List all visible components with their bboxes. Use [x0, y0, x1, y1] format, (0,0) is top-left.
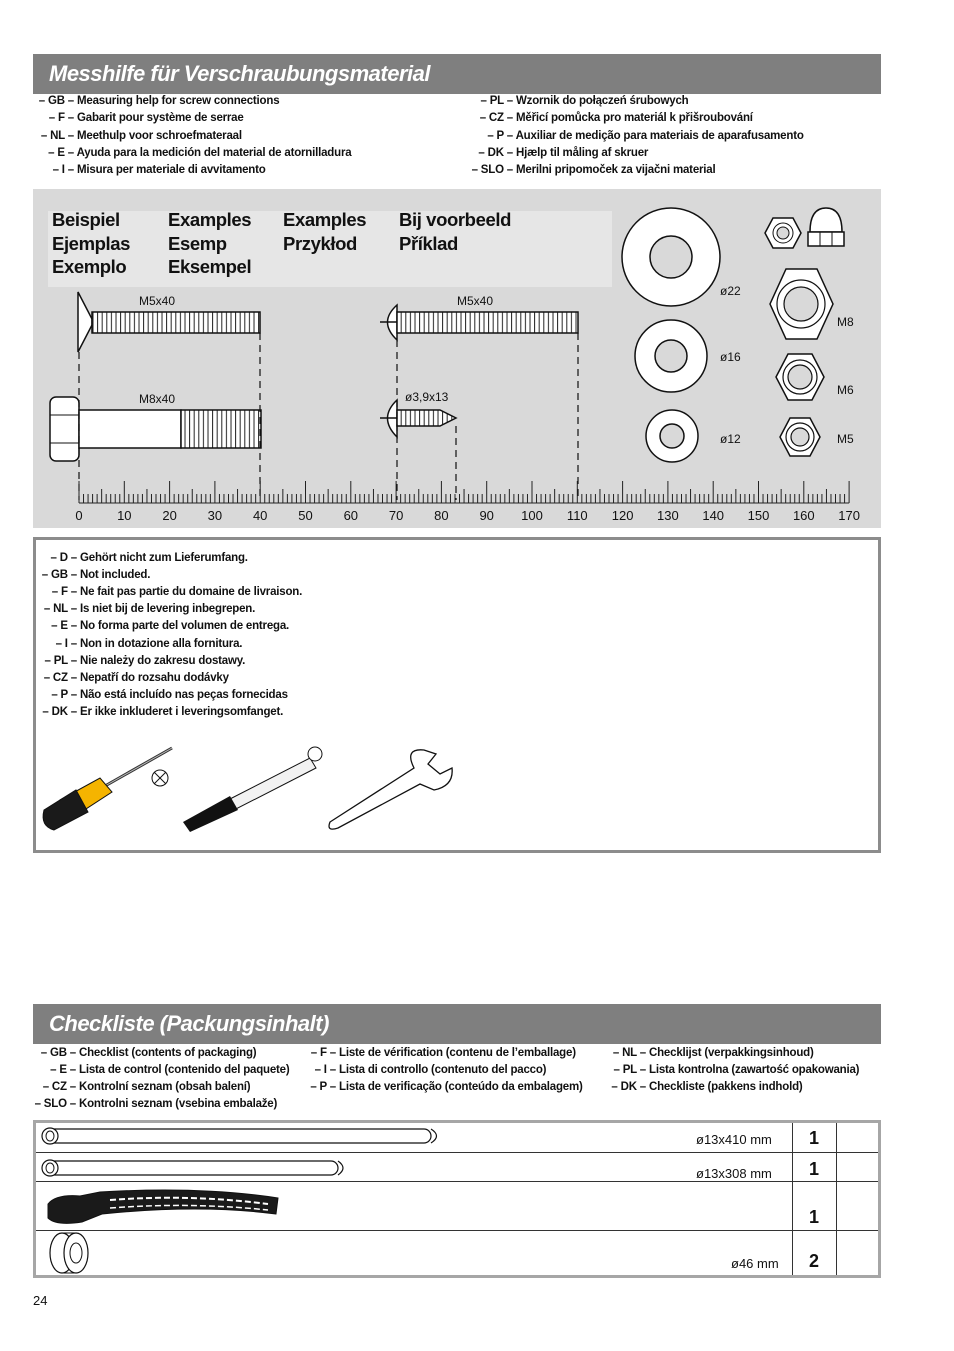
washer-label: ø16 — [720, 350, 741, 364]
lang-line: – P – Lista de verificação (conteúdo da embalagem) — [310, 1081, 583, 1093]
item-quantity: 1 — [809, 1128, 820, 1148]
ruler-label: 0 — [75, 508, 83, 523]
ruler-label: 80 — [434, 508, 449, 523]
ruler-label: 100 — [521, 508, 543, 523]
ruler-label: 150 — [747, 508, 770, 523]
lang-line: – SLO – Merilni pripomoček za vijačni material — [471, 164, 716, 176]
ruler-label: 70 — [388, 508, 404, 523]
lang-line: – P – Auxiliar de medição para materiais de aparafusamento — [487, 130, 804, 142]
ruler-label: 60 — [343, 508, 359, 523]
lang-line: – F – Liste de vérification (contenu de l’emballage) — [310, 1047, 576, 1059]
washer-label: ø12 — [720, 432, 741, 446]
lang-line: – DK – Checkliste (pakkens indhold) — [611, 1081, 803, 1093]
lang-line: – E – Ayuda para la medición del material de atornilladura — [48, 147, 352, 159]
ruler-label: 50 — [298, 508, 313, 523]
ruler-label: 40 — [252, 508, 268, 523]
lang-line: – GB – Measuring help for screw connections — [38, 95, 280, 107]
lang-line: – PL – Lista kontrolna (zawartość opakowania) — [613, 1064, 860, 1076]
example-word: Bij voorbeeld — [399, 209, 511, 230]
roller-icon — [50, 1233, 88, 1273]
item-quantity: 2 — [809, 1251, 820, 1271]
nut-label: M5 — [837, 432, 854, 446]
lang-line: – CZ – Měřicí pomůcka pro materiál k přišroubování — [479, 112, 753, 124]
lang-line: – I – Non in dotazione alla fornitura. — [55, 638, 243, 650]
lang-line: – CZ – Nepatří do rozsahu dodávky — [43, 672, 229, 684]
lang-line: – D – Gehört nicht zum Lieferumfang. — [50, 552, 248, 564]
item-quantity: 1 — [809, 1159, 820, 1179]
lang-line: – NL – Checklijst (verpakkingsinhoud) — [612, 1047, 814, 1059]
lang-line: – CZ – Kontrolní seznam (obsah balení) — [42, 1081, 251, 1093]
lang-line: – E – Lista de control (contenido del paquete) — [50, 1064, 290, 1076]
lang-line: – E – No forma parte del volumen de entrega. — [51, 620, 290, 632]
tube-308-icon — [42, 1160, 343, 1176]
screw-label: M5x40 — [457, 294, 494, 308]
lang-line: – P – Não está incluído nas peças fornecidas — [51, 689, 288, 701]
section-title-checklist: Checkliste (Packungsinhalt) — [33, 1004, 881, 1044]
tube-410-icon — [42, 1128, 437, 1144]
example-word: Examples — [168, 209, 252, 230]
screw-label: M8x40 — [139, 392, 176, 406]
ruler-label: 130 — [657, 508, 679, 523]
ruler-label: 90 — [479, 508, 494, 523]
lang-line: – DK – Er ikke inkluderet i leveringsomfanget. — [42, 706, 284, 718]
item-dimension: ø13x410 mm — [696, 1132, 772, 1147]
lang-line: – GB – Not included. — [41, 569, 151, 581]
ruler-label: 110 — [566, 508, 588, 523]
lang-line: – PL – Wzornik do połączeń śrubowych — [480, 95, 689, 107]
ruler-label: 20 — [162, 508, 177, 523]
section-title-measuring: Messhilfe für Verschraubungsmaterial — [33, 54, 881, 94]
lang-line: – NL – Meethulp voor schroefmateraal — [40, 130, 242, 142]
example-word: Příklad — [399, 233, 458, 254]
ruler-label: 10 — [117, 508, 132, 523]
ruler-label: 30 — [207, 508, 223, 523]
item-quantity: 1 — [809, 1207, 820, 1227]
lang-line: – GB – Checklist (contents of packaging) — [40, 1047, 257, 1059]
nut-label: M8 — [837, 315, 854, 329]
lang-line: – SLO – Kontrolni seznam (vsebina embalaže) — [34, 1098, 278, 1110]
example-word: Examples — [283, 209, 367, 230]
item-dimension: ø13x308 mm — [696, 1166, 772, 1181]
lang-line: – I – Lista di controllo (contenuto del pacco) — [314, 1064, 547, 1076]
example-word: Eksempel — [168, 256, 252, 277]
washer-label: ø22 — [720, 284, 741, 298]
lang-line: – PL – Nie należy do zakresu dostawy. — [44, 655, 246, 667]
page-number: 24 — [33, 1293, 48, 1308]
item-dimension: ø46 mm — [731, 1256, 779, 1271]
ruler-label: 160 — [792, 508, 815, 523]
screw-label: ø3,9x13 — [405, 390, 449, 404]
lang-line: – F – Ne fait pas partie du domaine de livraison. — [51, 586, 303, 598]
screw-label: M5x40 — [139, 294, 176, 308]
ruler-label: 170 — [838, 508, 860, 523]
example-word: Esemp — [168, 233, 227, 254]
example-word: Beispiel — [52, 209, 120, 230]
lang-line: – I – Misura per materiale di avvitamento — [52, 164, 266, 176]
example-word: Przykłod — [283, 233, 357, 254]
example-word: Exemplo — [52, 256, 127, 277]
belt-strap-icon — [48, 1190, 278, 1223]
lang-line: – F – Gabarit pour système de serrae — [48, 112, 244, 124]
nut-label: M6 — [837, 383, 854, 397]
lang-line: – NL – Is niet bij de levering inbegrepen. — [43, 603, 256, 615]
example-word: Ejemplas — [52, 233, 131, 254]
ruler-label: 120 — [611, 508, 634, 523]
ruler-label: 140 — [702, 508, 725, 523]
lang-line: – DK – Hjælp til måling af skruer — [478, 147, 649, 159]
